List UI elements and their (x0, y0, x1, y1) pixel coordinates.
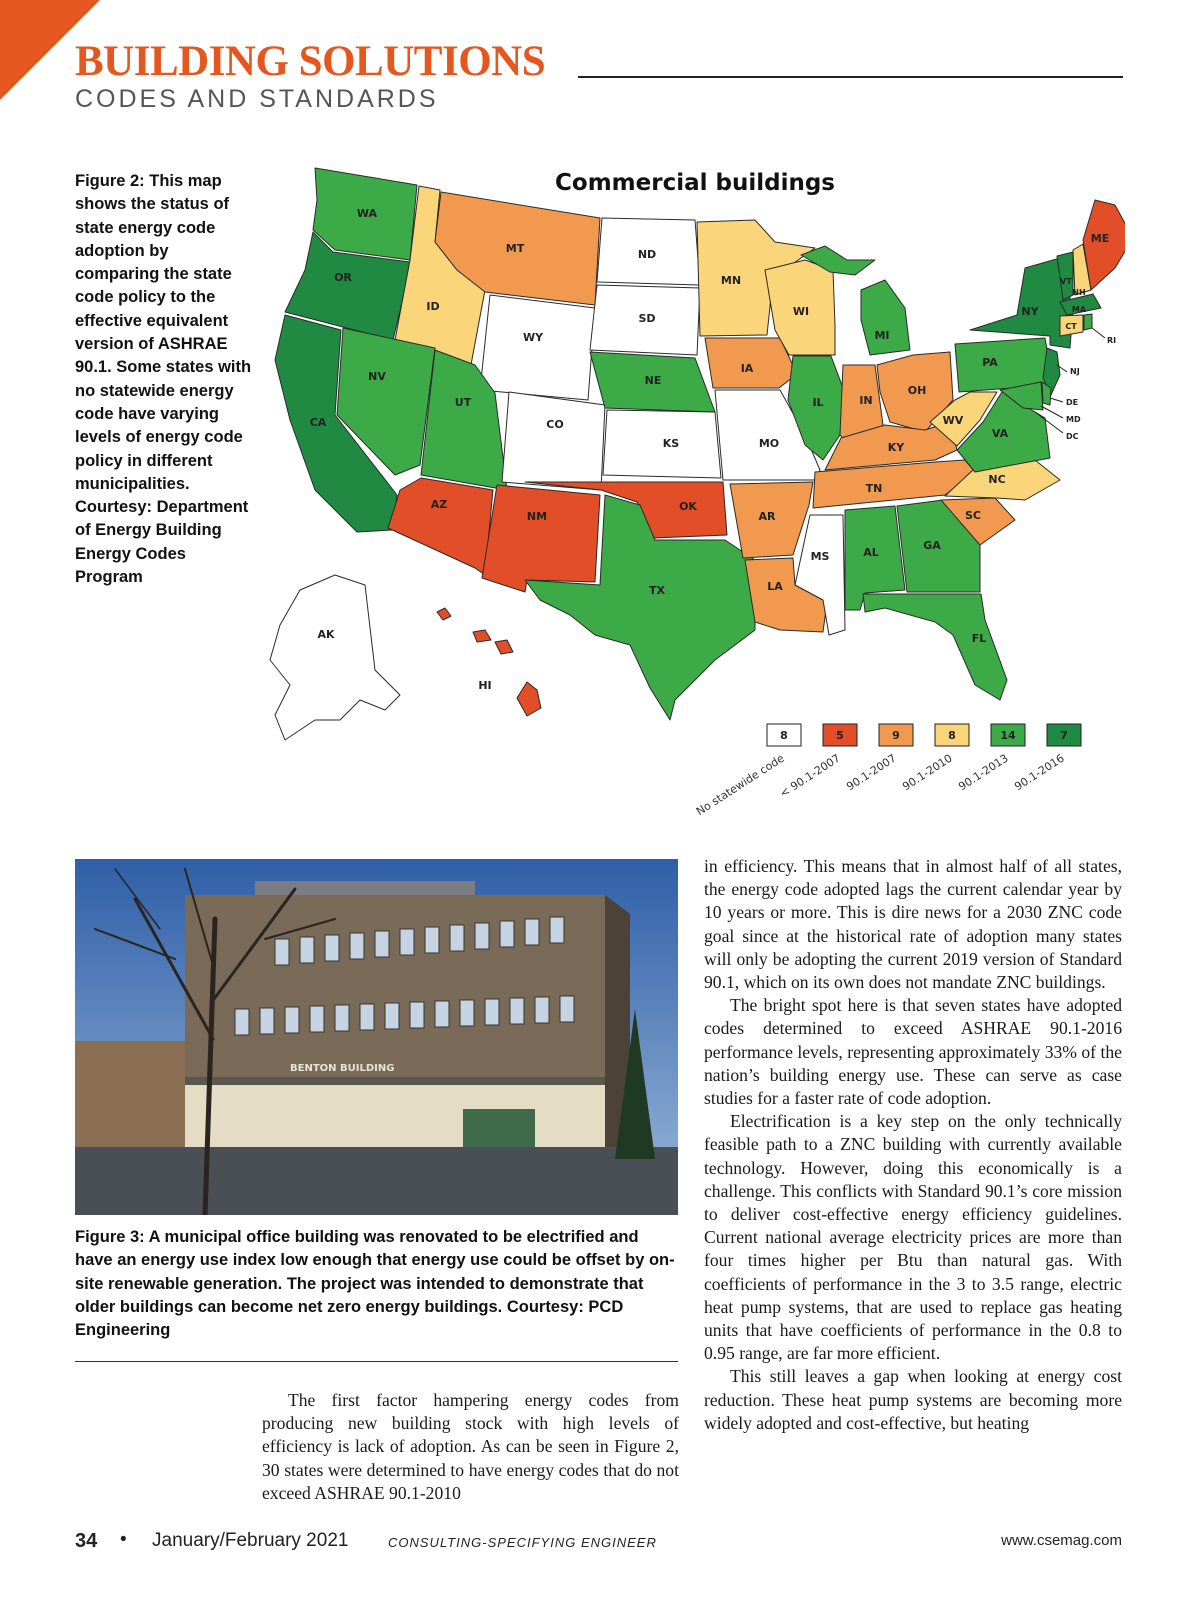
page-number: 34 (75, 1530, 98, 1552)
body-paragraph: This still leaves a gap when looking at energy cost reduction. These heat pump systems are becoming more widely adopted and cost-effective, but heating (704, 1366, 1122, 1433)
storefront (185, 1085, 605, 1147)
state-label: MO (758, 437, 780, 450)
leader-line (1041, 406, 1063, 418)
legend-label: No statewide code (693, 751, 787, 819)
state-label: GA (923, 539, 941, 552)
legend-count: 9 (892, 729, 900, 742)
state-HI-4 (517, 682, 541, 716)
legend-count: 7 (1060, 729, 1068, 742)
legend-label: 90.1-2007 (844, 751, 899, 794)
leader-line (1092, 328, 1105, 338)
state-label: TN (865, 482, 883, 495)
state-WY (480, 295, 595, 400)
footer-bullet: • (120, 1529, 127, 1550)
state-label: CT (1065, 322, 1077, 331)
legend-count: 8 (780, 729, 788, 742)
legend-count: 14 (1000, 729, 1016, 742)
state-label: MS (810, 550, 830, 563)
state-HI-2 (473, 630, 491, 642)
title-rule (578, 76, 1123, 78)
legend-label: 90.1-2013 (956, 751, 1011, 794)
state-label: CO (546, 418, 564, 431)
state-label: HI (478, 679, 492, 692)
magazine-name: CONSULTING-SPECIFYING ENGINEER (388, 1535, 657, 1550)
awning (185, 1077, 605, 1085)
map-title: Commercial buildings (555, 170, 835, 196)
state-label: OR (334, 271, 352, 284)
state-label: AR (758, 510, 776, 523)
state-label: OH (907, 384, 927, 397)
state-label: VT (1060, 277, 1072, 286)
state-label: NE (644, 374, 662, 387)
state-AK (270, 575, 400, 740)
left-house (75, 1041, 185, 1161)
building-sign: BENTON BUILDING (290, 1063, 395, 1074)
state-label: KS (662, 437, 680, 450)
state-label: IN (859, 394, 873, 407)
legend-count: 8 (948, 729, 956, 742)
state-label: UT (454, 396, 472, 409)
state-label: MI (874, 329, 890, 342)
building-photo (75, 859, 678, 1215)
state-label: NC (988, 473, 1006, 486)
parking-lot (75, 1147, 678, 1215)
state-label: ID (426, 300, 440, 313)
state-label: NJ (1070, 367, 1080, 376)
state-label: NH (1072, 288, 1086, 297)
state-label: NV (368, 370, 386, 383)
state-label: CA (309, 416, 327, 429)
us-energy-code-map (245, 160, 1125, 840)
state-label: WA (356, 207, 378, 220)
section-subtitle: CODES AND STANDARDS (75, 85, 439, 113)
state-label: LA (767, 580, 783, 593)
body-paragraph: The first factor hampering energy codes from producing new building stock with high levels of efficiency is lack of adoption. As can be seen in Figure 2, 30 states were determined to have energy codes that do not exceed ASHRAE 90.1-2010 (262, 1390, 679, 1503)
legend-label: 90.1-2010 (900, 751, 955, 794)
state-AZ (388, 478, 493, 575)
state-label: NM (526, 510, 548, 523)
state-ME (1083, 200, 1125, 290)
state-label: SD (638, 312, 656, 325)
body-column-right (704, 855, 1122, 1435)
state-label: MN (720, 274, 742, 287)
website-link[interactable]: www.csemag.com (1001, 1532, 1122, 1549)
state-label: WV (942, 414, 964, 427)
state-label: PA (982, 356, 998, 369)
caption-divider (75, 1361, 678, 1362)
state-MI (861, 280, 910, 355)
state-label: DE (1066, 398, 1079, 407)
body-paragraph: Electrification is a key step on the only technically feasible path to a ZNC building with currently available technology. However, doing this economically is a challenge. This conflicts with Standard 90.1’s core mission to deliver cost-effective energy efficiency guidelines. Current national average electricity prices are more than four times higher per Btu than natural gas. With coefficients of performance in the 3 to 3.5 range, electric heat pump systems, that are used to replace gas heating units that have coefficients of performance in the 0.8 to 0.95 range, are far more efficient. (704, 1111, 1122, 1364)
state-label: VA (991, 427, 1009, 440)
body-paragraph: The bright spot here is that seven states have adopted codes determined to exceed ASHRAE 90.1-2016 performance levels, representing approximately 33% of the nation’s building energy use. These can serve as case studies for a faster rate of code adoption. (704, 995, 1122, 1109)
state-label: AL (863, 546, 879, 559)
section-title: BUILDING SOLUTIONS (75, 38, 546, 85)
state-label: OK (679, 500, 697, 513)
state-NM (482, 485, 600, 592)
state-NY (970, 258, 1073, 348)
state-HI-3 (495, 640, 513, 654)
map-legend (694, 724, 1081, 818)
state-label: FL (971, 632, 987, 645)
legend-label: < 90.1-2007 (777, 751, 843, 801)
state-label: DC (1066, 432, 1079, 441)
state-label: AZ (430, 498, 448, 511)
state-label: IA (740, 362, 754, 375)
state-label: WI (792, 305, 810, 318)
state-label: ND (637, 248, 657, 261)
state-CO (502, 392, 605, 490)
state-label: KY (887, 441, 905, 454)
state-label: TX (649, 584, 665, 597)
page-footer (75, 1530, 1122, 1560)
legend-item (694, 724, 801, 818)
state-label: NY (1021, 305, 1039, 318)
state-label: RI (1107, 336, 1117, 345)
state-label: SC (965, 509, 981, 522)
state-label: IL (812, 396, 824, 409)
state-label: AK (317, 628, 335, 641)
legend-count: 5 (836, 729, 844, 742)
state-label: MA (1071, 305, 1087, 314)
leader-line (1050, 398, 1063, 402)
figure-3-caption: Figure 3: A municipal office building was renovated to be electrified and have an energy use index low enough that energy use could be offset by on-site renewable generation. The project was intended to demonstrate that older buildings can become net zero energy buildings. Courtesy: PCD Engineering (75, 1228, 675, 1340)
state-RI (1084, 314, 1092, 330)
state-label: ME (1090, 232, 1110, 245)
body-paragraph: in efficiency. This means that in almost half of all states, the energy code adopted lags the current calendar year by 10 years or more. This is dire news for a 2030 ZNC code goal since at the historical rate of adoption many states will only be adopting the current 2019 version of Standard 90.1, which on its own does not mandate ZNC buildings. (704, 856, 1122, 993)
issue-date: January/February 2021 (152, 1530, 349, 1551)
state-label: WY (522, 331, 544, 344)
body-column-left (262, 1389, 679, 1505)
state-HI-1 (437, 608, 451, 620)
state-FL (863, 594, 1007, 700)
legend-label: 90.1-2016 (1012, 751, 1067, 794)
state-label: MT (505, 242, 525, 255)
state-label: MD (1066, 415, 1081, 424)
figure-2-caption: Figure 2: This map shows the status of state energy code adoption by comparing the state code policy to the effective equivalent version of ASHRAE 90.1. Some states with no statewide energy code have varying levels of energy code policy in different municipalities. Courtesy: Department of Energy Building Energy Codes Program (75, 172, 252, 587)
